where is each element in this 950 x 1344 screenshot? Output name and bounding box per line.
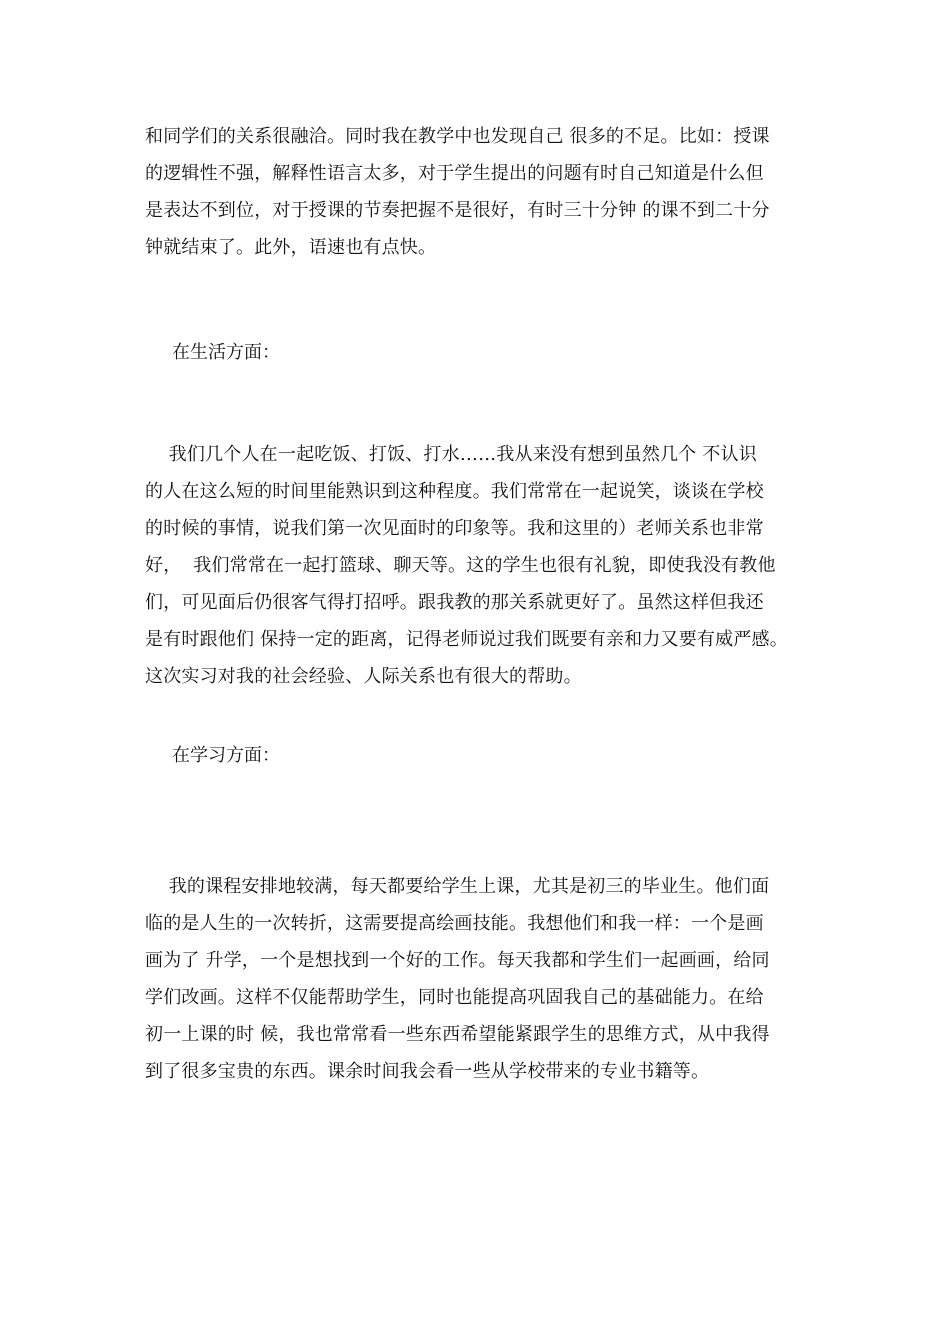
text-line: 临的是人生的一次转折，这需要提高绘画技能。我想他们和我一样：一个是画	[145, 913, 764, 934]
text-line: 到了很多宝贵的东西。课余时间我会看一些从学校带来的专业书籍等。	[145, 1061, 710, 1082]
text-line: 我们几个人在一起吃饭、打饭、打水……我从来没有想到虽然几个 不认识	[145, 444, 758, 465]
paragraph-life	[145, 436, 825, 695]
text-line: 钟就结束了。此外，语速也有点快。	[145, 237, 437, 258]
text-line: 是表达不到位，对于授课的节奏把握不是很好，有时三十分钟 的课不到二十分	[145, 200, 770, 221]
section-heading-study: 在学习方面：	[172, 745, 280, 766]
text-line: 和同学们的关系很融洽。同时我在教学中也发现自己 很多的不足。比如：授课	[145, 126, 770, 147]
text-line: 是有时跟他们 保持一定的距离，记得老师说过我们既要有亲和力又要有威严感。	[145, 629, 788, 650]
text-line: 的逻辑性不强，解释性语言太多，对于学生提出的问题有时自己知道是什么但	[145, 163, 764, 184]
section-heading-life: 在生活方面：	[172, 342, 280, 363]
paragraph-teaching-reflection	[145, 118, 825, 266]
text-line: 的人在这么短的时间里能熟识到这种程度。我们常常在一起说笑，谈谈在学校	[145, 481, 764, 502]
text-line: 好， 我们常常在一起打篮球、聊天等。这的学生也很有礼貌，即使我没有教他	[145, 555, 776, 576]
text-line: 的时候的事情，说我们第一次见面时的印象等。我和这里的）老师关系也非常	[145, 518, 764, 539]
text-line: 这次实习对我的社会经验、人际关系也有很大的帮助。	[145, 666, 582, 687]
paragraph-study	[145, 868, 825, 1090]
text-line: 学们改画。这样不仅能帮助学生，同时也能提高巩固我自己的基础能力。在给	[145, 987, 764, 1008]
text-line: 画为了 升学，一个是想找到一个好的工作。每天我都和学生们一起画画，给同	[145, 950, 770, 971]
text-line: 初一上课的时 候，我也常常看一些东西希望能紧跟学生的思维方式，从中我得	[145, 1024, 770, 1045]
text-line: 们，可见面后仍很客气得打招呼。跟我教的那关系就更好了。虽然这样但我还	[145, 592, 764, 613]
text-line: 我的课程安排地较满，每天都要给学生上课，尤其是初三的毕业生。他们面	[145, 876, 770, 897]
